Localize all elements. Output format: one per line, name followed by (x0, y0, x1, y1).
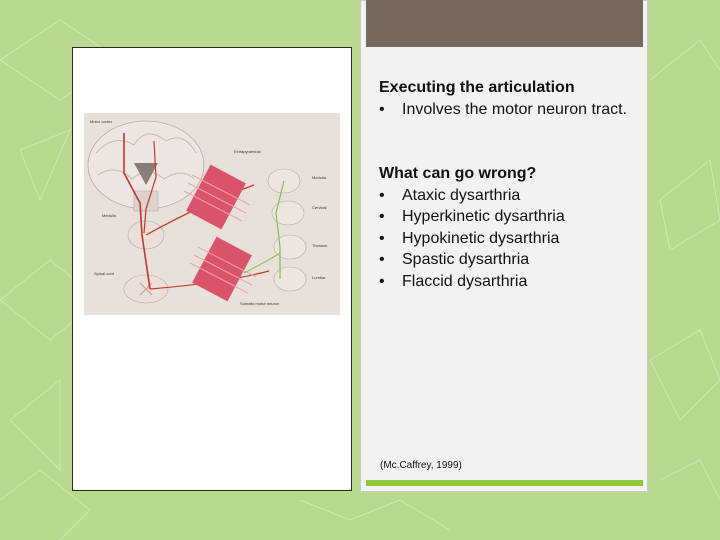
list-item-text: Hyperkinetic dysarthria (402, 208, 565, 225)
list-item (379, 249, 629, 271)
svg-text:Cervical: Cervical (312, 205, 327, 210)
list-item (379, 185, 629, 207)
list-item (379, 271, 629, 293)
bullet-marker: • (379, 251, 385, 268)
list-item (379, 228, 629, 250)
list-item-text: Flaccid dysarthria (402, 272, 528, 290)
svg-text:Spinal cord: Spinal cord (94, 271, 115, 276)
citation: (Mc.Caffrey, 1999) (380, 460, 462, 471)
svg-text:Lumbar: Lumbar (312, 275, 326, 280)
bullet-marker: • (379, 208, 385, 225)
svg-text:Somatic motor neuron: Somatic motor neuron (240, 301, 280, 306)
bullet-marker: • (379, 272, 385, 290)
list-item-text: Involves the motor neuron tract. (402, 100, 627, 118)
svg-text:Motor cortex: Motor cortex (90, 119, 113, 124)
list-item-text: Spastic dysarthria (402, 251, 530, 268)
list-item (379, 206, 629, 228)
bullet-marker: • (379, 186, 385, 204)
list-item (379, 99, 629, 121)
accent-bar (366, 480, 643, 486)
svg-text:Extrapyramidal: Extrapyramidal (234, 149, 261, 154)
svg-text:Thoracic: Thoracic (312, 243, 328, 248)
section-heading: What can go wrong? (379, 165, 537, 182)
header-bar (366, 0, 643, 47)
bullet-list (379, 185, 629, 293)
list-item-text: Hypokinetic dysarthria (402, 229, 560, 247)
bullet-marker: • (379, 100, 385, 118)
section-heading: Executing the articulation (379, 79, 575, 96)
section-articulation (379, 77, 629, 120)
svg-text:Medulla: Medulla (312, 175, 327, 180)
motor-neuron-diagram (84, 113, 340, 315)
list-item-text: Ataxic dysarthria (402, 186, 521, 204)
section-what-can-go-wrong (379, 163, 629, 292)
bullet-list (379, 99, 629, 121)
svg-text:Medulla: Medulla (102, 213, 117, 218)
bullet-marker: • (379, 229, 385, 247)
